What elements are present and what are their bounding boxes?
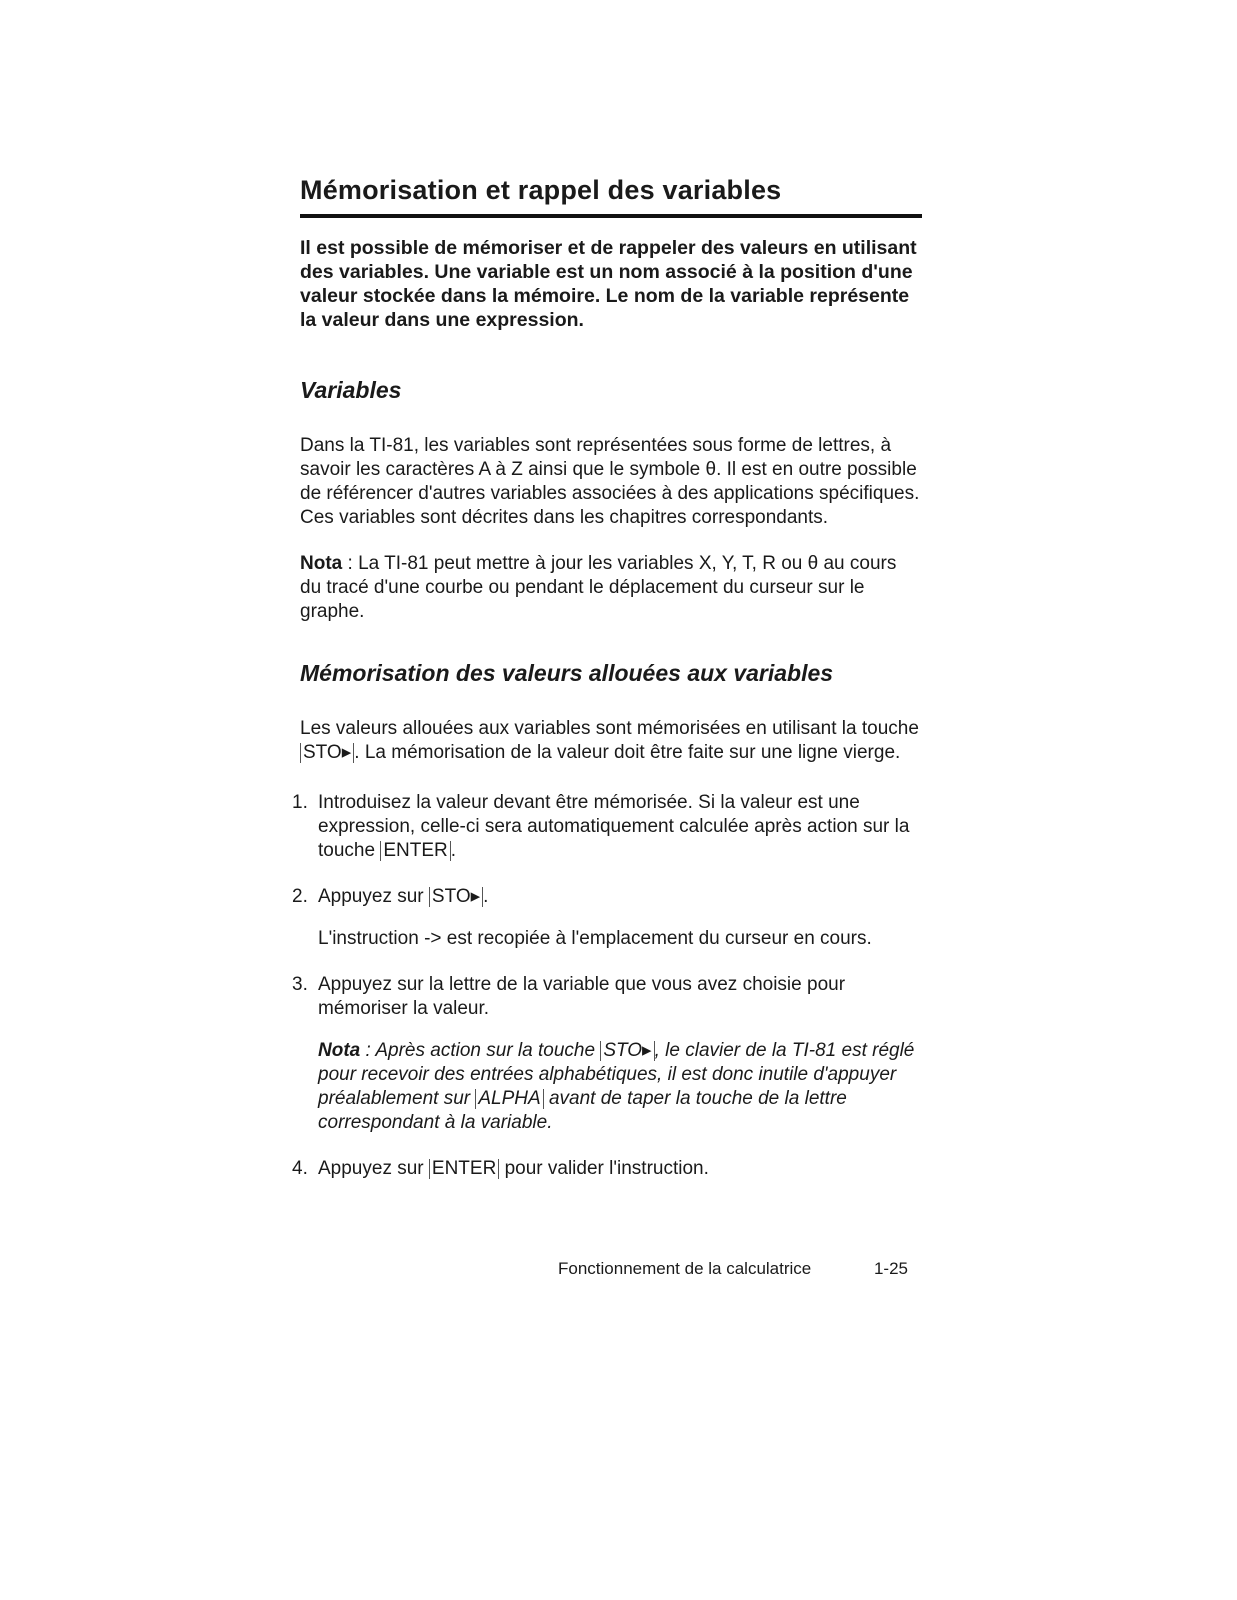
step-2	[292, 885, 920, 951]
note-text-after: avant de taper la touche de la lettre correspondant à la variable.	[318, 1088, 847, 1133]
section-heading-variables: Variables	[300, 377, 402, 403]
page-footer	[558, 1259, 908, 1279]
step-text-after: .	[450, 840, 457, 861]
step-text-after: pour valider l'instruction.	[499, 1158, 709, 1179]
step-number: 2.	[292, 886, 308, 907]
section-heading-memorisation: Mémorisation des valeurs allouées aux variables	[300, 660, 834, 686]
variables-note	[300, 552, 920, 624]
step-4	[292, 1157, 920, 1181]
footer-page-number: 1-25	[873, 1259, 908, 1278]
step-number: 1.	[292, 792, 308, 813]
variables-paragraph: Dans la TI-81, les variables sont représentées sous forme de lettres, à savoir les caractères A à Z ainsi que le symbole θ. Il est en outre possible de référencer d'autres variables associées à des applications spécifiques. Ces variables sont décrites dans les chapitres correspondants.	[300, 435, 920, 528]
step-extra-text: L'instruction -> est recopiée à l'emplacement du curseur en cours.	[318, 928, 872, 949]
sto-key-label: STO▸	[429, 887, 483, 907]
note-label: Nota	[300, 553, 343, 574]
enter-key-label: ENTER	[429, 1159, 499, 1179]
step-text: Appuyez sur	[318, 1158, 429, 1179]
step-text: Appuyez sur	[318, 886, 429, 907]
steps-list	[292, 791, 920, 1181]
step-note	[318, 1039, 920, 1135]
step-number: 4.	[292, 1158, 308, 1179]
step-text-after: .	[483, 886, 489, 907]
step-text: Introduisez la valeur devant être mémorisée. Si la valeur est une expression, celle-ci sera automatiquement calculée après action sur la touche	[318, 792, 910, 861]
step-3	[292, 973, 920, 1135]
step-text: Appuyez sur la lettre de la variable que vous avez choisie pour mémoriser la valeur.	[318, 974, 846, 1019]
memorisation-paragraph	[300, 717, 920, 765]
note-label: Nota	[318, 1040, 361, 1061]
sto-key-label: STO▸	[300, 743, 354, 763]
page-title: Mémorisation et rappel des variables	[300, 175, 782, 205]
memorisation-text-after: . La mémorisation de la valeur doit être faite sur une ligne vierge.	[354, 742, 901, 763]
step-1	[292, 791, 920, 863]
title-rule	[300, 214, 922, 218]
sto-key-label: STO▸	[600, 1041, 654, 1061]
memorisation-text-before: Les valeurs allouées aux variables sont mémorisées en utilisant la touche	[300, 718, 919, 739]
note-text: : La TI-81 peut mettre à jour les variables X, Y, T, R ou θ au cours du tracé d'une courbe ou pendant le déplacement du curseur sur le graphe.	[300, 553, 897, 622]
document-page	[292, 175, 920, 1203]
intro-paragraph: Il est possible de mémoriser et de rappeler des valeurs en utilisant des variables. Une variable est un nom associé à la position d'une valeur stockée dans la mémoire. Le nom de la variable représente la valeur dans une expression.	[300, 237, 917, 331]
alpha-key-label: ALPHA	[475, 1089, 543, 1109]
note-text-before: : Après action sur la touche	[360, 1040, 601, 1061]
step-number: 3.	[292, 974, 308, 995]
enter-key-label: ENTER	[380, 841, 450, 861]
note-text-mid: , le clavier de la TI-81 est réglé pour recevoir des entrées alphabétiques, il est donc inutile d'appuyer préalablement sur	[318, 1040, 915, 1109]
footer-chapter: Fonctionnement de la calculatrice	[558, 1259, 812, 1278]
